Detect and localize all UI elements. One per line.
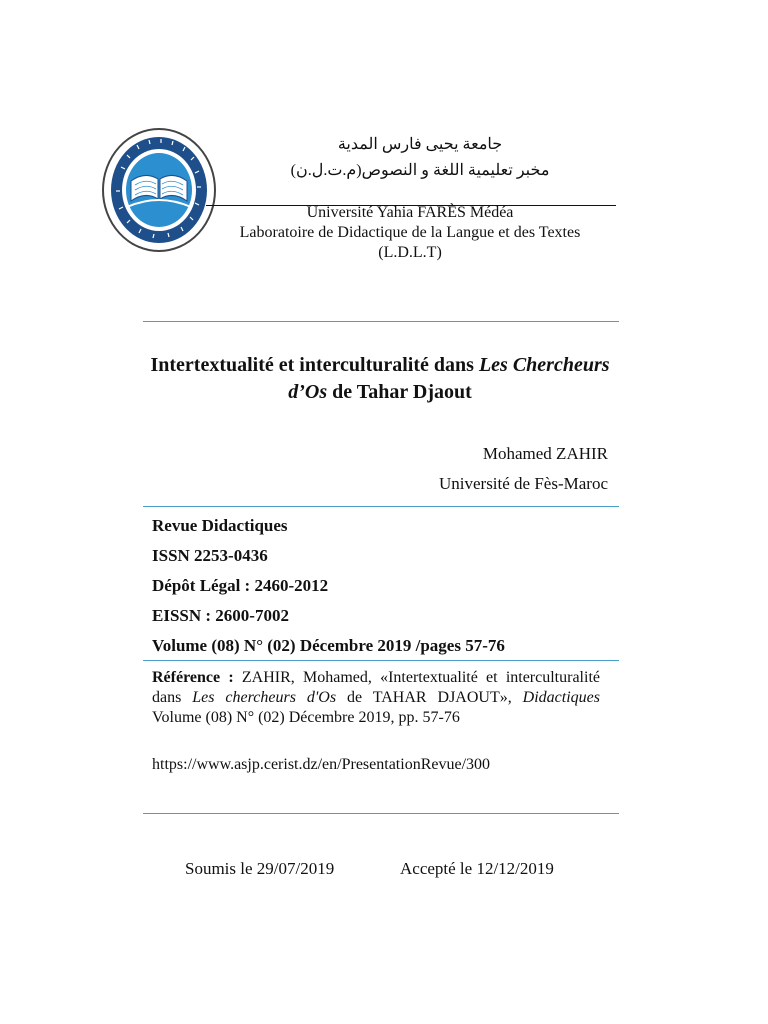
title-book-italic: Les Chercheurs d’Os	[288, 354, 610, 403]
divider-author	[143, 506, 619, 507]
journal-volume: Volume (08) N° (02) Décembre 2019 /pages 57-76	[152, 636, 505, 655]
divider-meta	[143, 660, 619, 661]
divider-bottom	[143, 813, 619, 814]
reference-url-link[interactable]: https://www.asjp.cerist.dz/en/PresentationRevue/300	[152, 756, 491, 773]
author-affiliation: Université de Fès-Maroc	[438, 474, 608, 493]
reference-italic-2: Didactiques	[522, 689, 600, 706]
acceptance-date: Accepté le 12/12/2019	[400, 859, 554, 878]
laboratory-name: Laboratoire de Didactique de la Langue et des Textes	[239, 224, 581, 241]
reference-citation	[152, 668, 600, 728]
journal-eissn: EISSN : 2600-7002	[152, 606, 289, 625]
journal-name: Revue Didactiques	[152, 516, 288, 535]
reference-label: Référence :	[152, 669, 234, 686]
reference-text-3: Volume (08) N° (02) Décembre 2019, pp. 57-76	[152, 709, 460, 726]
journal-issn: ISSN 2253-0436	[152, 546, 268, 565]
reference-text-2: de TAHAR DJAOUT»,	[336, 689, 523, 706]
reference-italic-1: Les chercheurs d'Os	[192, 689, 337, 706]
divider-top	[143, 321, 619, 322]
journal-depot-legal: Dépôt Légal : 2460-2012	[152, 576, 329, 595]
arabic-university-name: جامعة يحيى فارس المدية	[337, 136, 503, 153]
reference-text-1: ZAHIR, Mohamed, «Intertextualité et interculturalité dans	[152, 669, 600, 706]
article-title	[150, 352, 610, 406]
university-name: Université Yahia FARÈS Médéa	[306, 204, 514, 221]
title-part2: de Tahar Djaout	[327, 381, 472, 403]
submission-date: Soumis le 29/07/2019	[185, 859, 335, 878]
arabic-lab-name: مخبر تعليمية اللغة و النصوص(م.ت.ل.ن)	[290, 162, 550, 179]
title-part1: Intertextualité et interculturalité dans	[150, 354, 479, 376]
laboratory-abbreviation: (L.D.L.T)	[378, 244, 442, 261]
author-name: Mohamed ZAHIR	[482, 444, 608, 463]
